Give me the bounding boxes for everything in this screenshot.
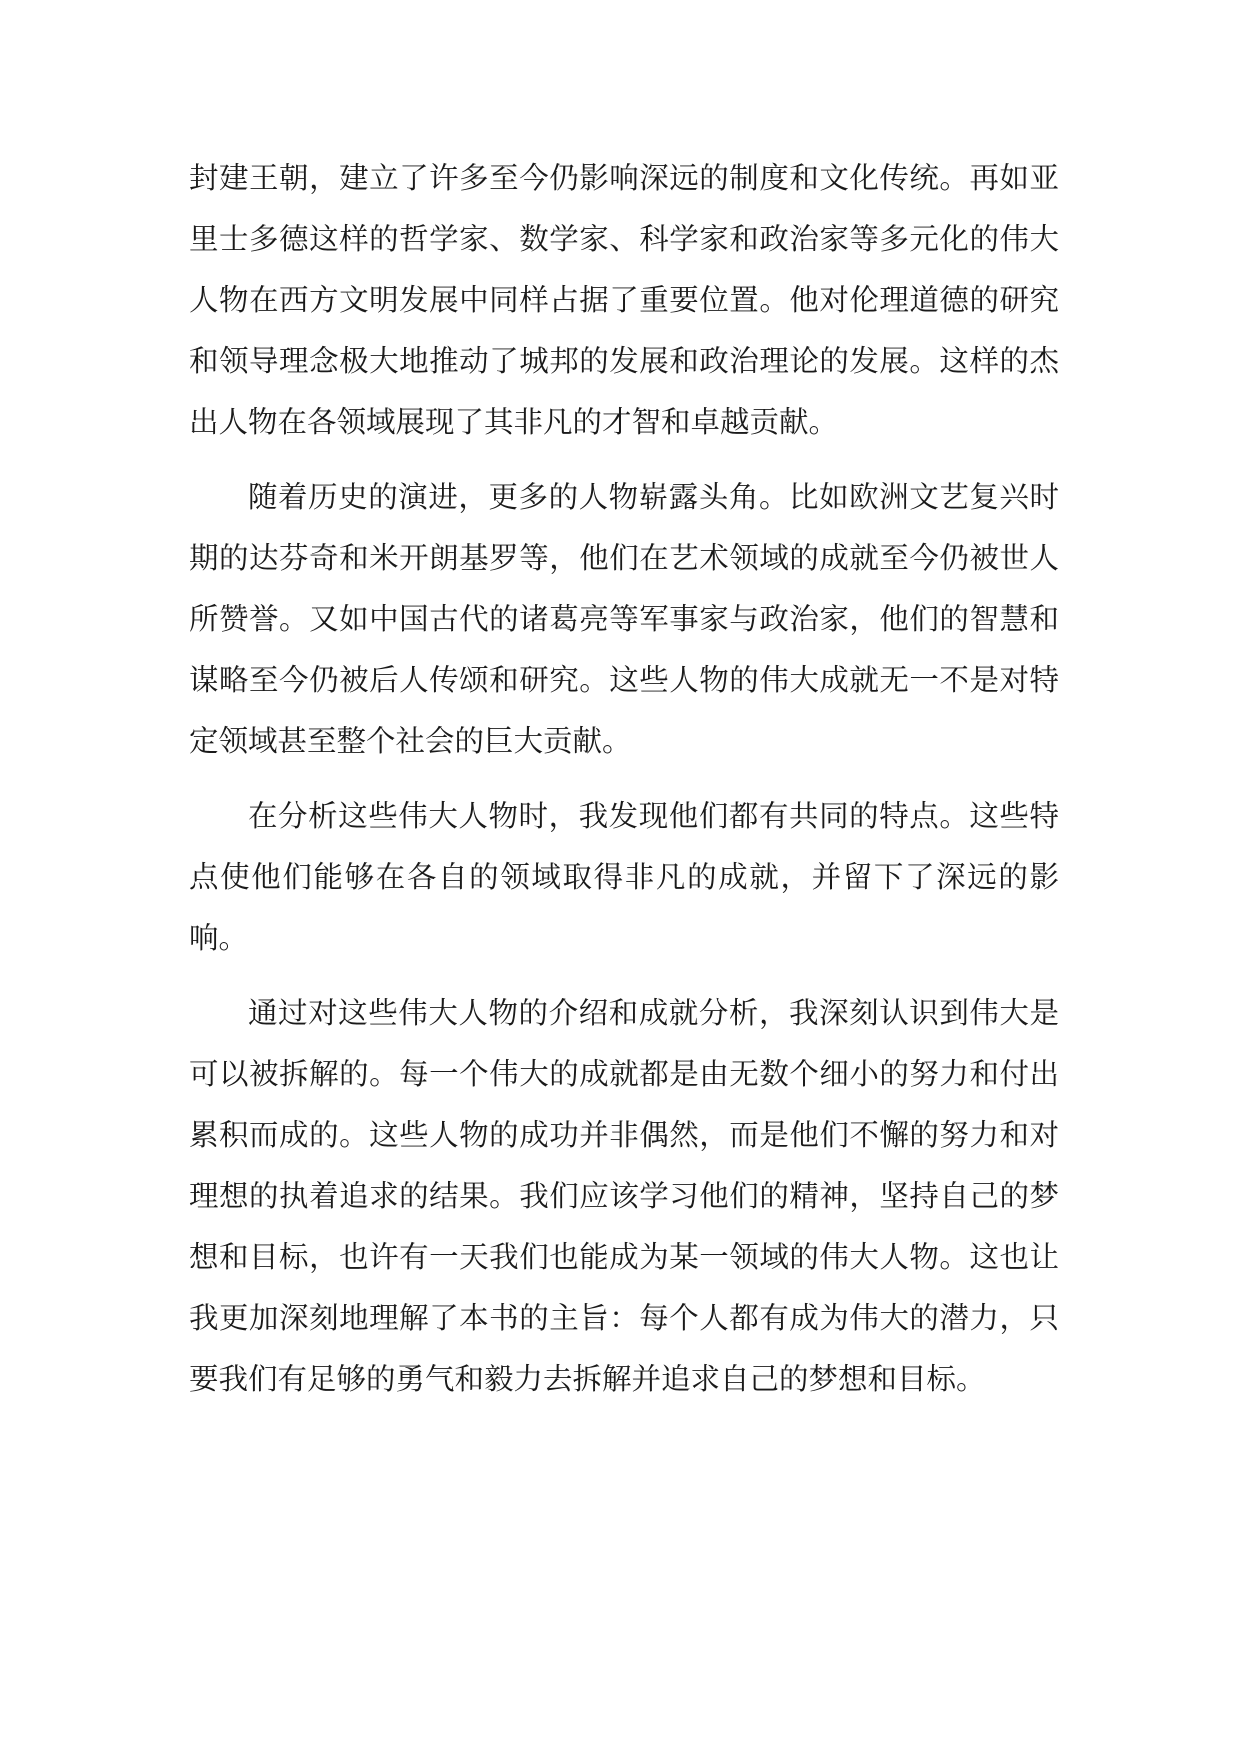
- document-body: [189, 148, 1059, 1410]
- paragraph-4: 通过对这些伟大人物的介绍和成就分析，我深刻认识到伟大是可以被拆解的。每一个伟大的成就都是由无数个细小的努力和付出累积而成的。这些人物的成功并非偶然，而是他们不懈的努力和对理想的执着追求的结果。我们应该学习他们的精神，坚持自己的梦想和目标，也许有一天我们也能成为某一领域的伟大人物。这也让我更加深刻地理解了本书的主旨：每个人都有成为伟大的潜力，只要我们有足够的勇气和毅力去拆解并追求自己的梦想和目标。: [189, 996, 1059, 1396]
- paragraph-1: 封建王朝，建立了许多至今仍影响深远的制度和文化传统。再如亚里士多德这样的哲学家、数学家、科学家和政治家等多元化的伟大人物在西方文明发展中同样占据了重要位置。他对伦理道德的研究和领导理念极大地推动了城邦的发展和政治理论的发展。这样的杰出人物在各领域展现了其非凡的才智和卓越贡献。: [189, 161, 1059, 439]
- paragraph-2: 随着历史的演进，更多的人物崭露头角。比如欧洲文艺复兴时期的达芬奇和米开朗基罗等，他们在艺术领域的成就至今仍被世人所赞誉。又如中国古代的诸葛亮等军事家与政治家，他们的智慧和谋略至今仍被后人传颂和研究。这些人物的伟大成就无一不是对特定领域甚至整个社会的巨大贡献。: [189, 480, 1059, 758]
- paragraph-3: 在分析这些伟大人物时，我发现他们都有共同的特点。这些特点使他们能够在各自的领域取得非凡的成就，并留下了深远的影响。: [189, 799, 1059, 955]
